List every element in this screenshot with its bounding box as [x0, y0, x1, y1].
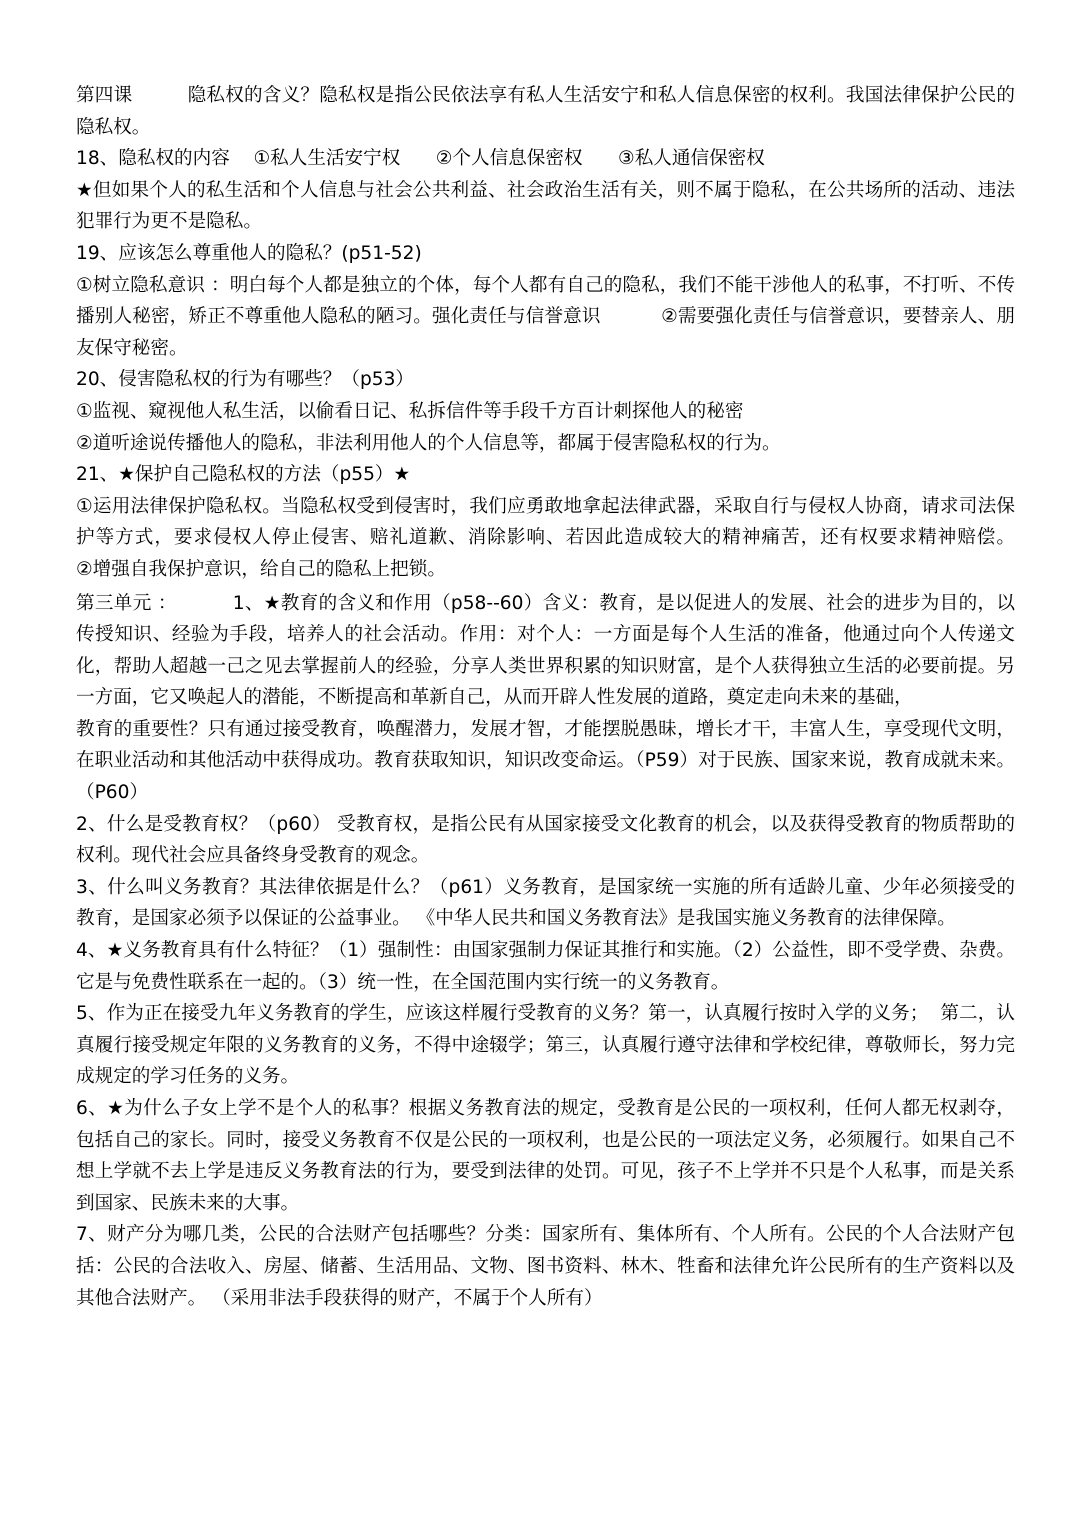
paragraph-q18-privacy-content: 18、隐私权的内容 ①私人生活安宁权 ②个人信息保密权 ③私人通信保密权 — [76, 148, 765, 170]
paragraph-q7-property-types: 7、财产分为哪几类，公民的合法财产包括哪些？分类：国家所有、集体所有、个人所有。公民的个人合法财产包括：公民的合法收入、房屋、储蓄、生活用品、文物、图书资料、林木、牲畜和法律允许公民所有的生产资料以及其他合法财产。 （采用非法手段获得的财产，不属于个人所有） — [76, 1224, 1015, 1309]
paragraph-q21-answer: ①运用法律保护隐私权。当隐私权受到侵害时，我们应勇敢地拿起法律武器，采取自行与侵权人协商，请求司法保护等方式，要求侵权人停止侵害、赔礼道歉、消除影响、若因此造成较大的精神痛苦，还有权要求精神赔偿。 ②增强自我保护意识，给自己的隐私上把锁。 — [76, 495, 1075, 580]
paragraph-education-importance: 教育的重要性？只有通过接受教育，唤醒潜力，发展才智，才能摆脱愚昧，增长才干，丰富人生，享受现代文明，在职业活动和其他活动中获得成功。教育获取知识，知识改变命运。（P59）对于民族、国家来说，教育成就未来。（P60） — [76, 718, 1015, 804]
paragraph-q20-item-2: ②道听途说传播他人的隐私，非法利用他人的个人信息等，都属于侵害隐私权的行为。 — [76, 432, 781, 454]
paragraph-q21-heading: 21、★保护自己隐私权的方法（p55）★ — [76, 464, 411, 486]
paragraph-q4-compulsory-features: 4、★义务教育具有什么特征？（1）强制性：由国家强制力保证其推行和实施。（2）公益性，即不受学费、杂费。它是与免费性联系在一起的。（3）统一性，在全国范围内实行统一的义务教育。 — [76, 940, 1015, 993]
paragraph-q19-heading: 19、应该怎么尊重他人的隐私？(p51-52) — [76, 242, 422, 264]
paragraph-unit3-education-meaning: 第三单元 ： 1、★教育的含义和作用（p58--60）含义：教育，是以促进人的发展、社会的进步为目的，以传授知识、经验为手段，培养人的社会活动。作用：对个人：一方面是每个人生活的准备，他通过向个人传递文化，帮助人超越一己之见去掌握前人的经验，分享人类世界积累的知识财富，是个人获得独立生活的必要前提。另一方面，它又唤起人的潜能，不断提高和革新自己，从而开辟人性发展的道路，奠定走向未来的基础， — [76, 592, 1015, 709]
paragraph-q3-compulsory-education: 3、什么叫义务教育？其法律依据是什么？（p61）义务教育，是国家统一实施的所有适龄儿童、少年必须接受的教育，是国家必须予以保证的公益事业。 《中华人民共和国义务教育法》是我国实施义务教育的法律保障。 — [76, 876, 1015, 930]
paragraph-q2-right-to-education: 2、什么是受教育权？（p60） 受教育权，是指公民有从国家接受文化教育的机会，以及获得受教育的物质帮助的权利。现代社会应具备终身受教育的观念。 — [76, 813, 1015, 867]
paragraph-q20-heading: 20、侵害隐私权的行为有哪些？（p53） — [76, 369, 415, 391]
paragraph-lesson4-privacy-definition: 第四课 隐私权的含义？隐私权是指公民依法享有私人生活安宁和私人信息保密的权利。我国法律保护公民的隐私权。 — [76, 85, 1015, 138]
paragraph-q20-item-1: ①监视、窥视他人私生活，以偷看日记、私拆信件等手段千方百计刺探他人的秘密 — [76, 400, 744, 422]
paragraph-privacy-exception-note: ★但如果个人的私生活和个人信息与社会公共利益、社会政治生活有关，则不属于隐私，在公共场所的活动、违法犯罪行为更不是隐私。 — [76, 179, 1015, 233]
paragraph-q6-not-private-matter: 6、★为什么子女上学不是个人的私事？根据义务教育法的规定，受教育是公民的一项权利，任何人都无权剥夺，包括自己的家长。同时，接受义务教育不仅是公民的一项权利，也是公民的一项法定义务，必须履行。如果自己不想上学就不去上学是违反义务教育法的行为，要受到法律的处罚。可见，孩子不上学并不只是个人私事，而是关系到国家、民族未来的大事。 — [76, 1098, 1015, 1214]
paragraph-q19-answer: ①树立隐私意识 ：明白每个人都是独立的个体，每个人都有自己的隐私，我们不能干涉他人的私事，不打听、不传播别人秘密，矫正不尊重他人隐私的陋习。强化责任与信誉意识 ②需要强化责任与信誉意识，要替亲人、朋友保守秘密。 — [76, 274, 1015, 359]
paragraph-q5-student-duties: 5、作为正在接受九年义务教育的学生，应该这样履行受教育的义务？第一，认真履行按时入学的义务； 第二，认真履行接受规定年限的义务教育的义务，不得中途辍学；第三，认真履行遵守法律和学校纪律，尊敬师长，努力完成规定的学习任务的义务。 — [76, 1003, 1015, 1088]
